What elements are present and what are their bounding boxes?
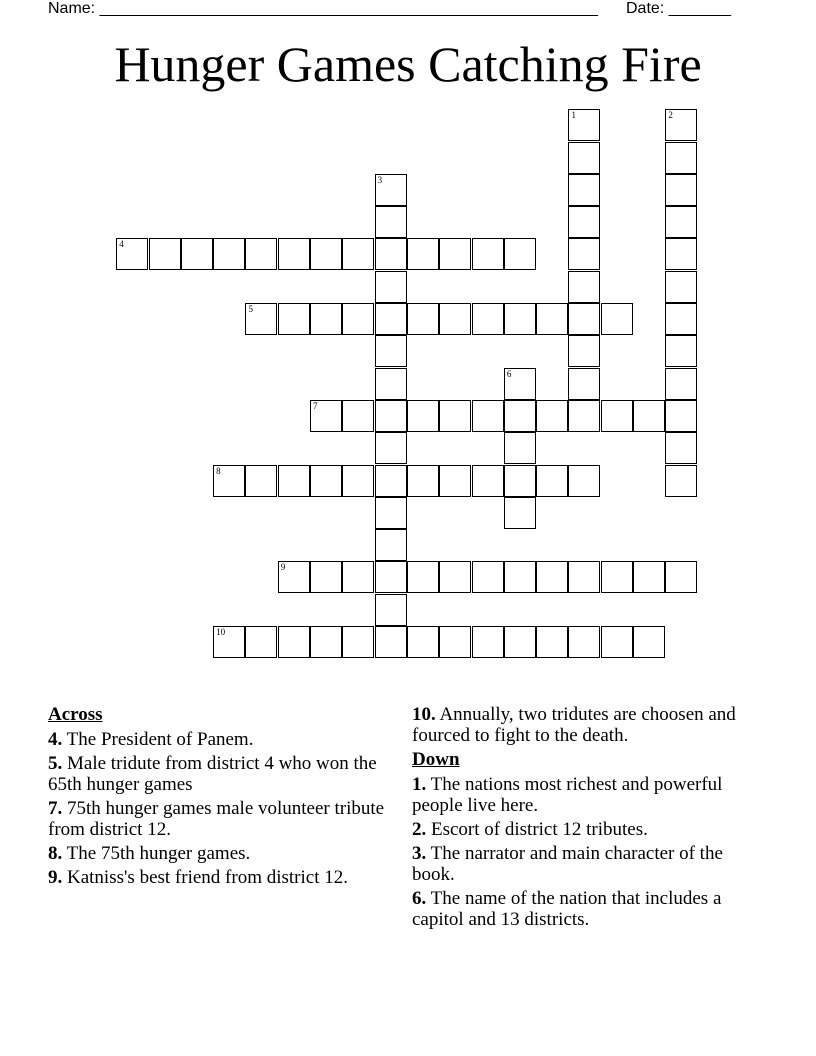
grid-cell[interactable] [504, 465, 536, 497]
grid-cell[interactable] [472, 400, 504, 432]
across-heading: Across [48, 704, 103, 725]
clue-text: Escort of district 12 tributes. [431, 819, 648, 840]
grid-cell[interactable] [472, 465, 504, 497]
clue-down-3 [412, 843, 762, 885]
grid-cell[interactable] [568, 465, 600, 497]
grid-cell[interactable] [504, 238, 536, 270]
page-title: Hunger Games Catching Fire [114, 36, 702, 92]
grid-cell[interactable] [665, 174, 697, 206]
grid-cell[interactable] [375, 561, 407, 593]
clue-number: 8. [48, 843, 63, 864]
grid-cell[interactable] [375, 368, 407, 400]
clue-number-label: 2 [668, 110, 673, 121]
grid-cell[interactable] [665, 206, 697, 238]
grid-cell[interactable] [439, 561, 471, 593]
clue-number: 9. [48, 867, 63, 888]
clue-across-8 [48, 843, 388, 864]
grid-cell[interactable] [375, 497, 407, 529]
grid-cell[interactable] [665, 465, 697, 497]
grid-cell[interactable] [665, 368, 697, 400]
grid-cell[interactable] [375, 400, 407, 432]
grid-cell[interactable] [504, 626, 536, 658]
grid-cell[interactable] [439, 238, 471, 270]
grid-cell[interactable] [342, 465, 374, 497]
grid-cell[interactable] [407, 561, 439, 593]
grid-cell[interactable] [665, 271, 697, 303]
grid-cell[interactable] [310, 400, 342, 432]
grid-cell[interactable] [536, 303, 568, 335]
grid-cell[interactable] [536, 561, 568, 593]
grid-cell[interactable] [149, 238, 181, 270]
grid-cell[interactable] [375, 174, 407, 206]
grid-cell[interactable] [342, 238, 374, 270]
date-field-label: Date: _______ [626, 0, 731, 17]
grid-cell[interactable] [601, 561, 633, 593]
grid-cell[interactable] [278, 561, 310, 593]
grid-cell[interactable] [375, 206, 407, 238]
clue-number: 5. [48, 753, 63, 774]
grid-cell[interactable] [375, 626, 407, 658]
grid-cell[interactable] [213, 626, 245, 658]
clue-text: Male tridute from district 4 who won the 65th hunger games [48, 753, 377, 795]
grid-cell[interactable] [504, 400, 536, 432]
grid-cell[interactable] [472, 238, 504, 270]
grid-cell[interactable] [439, 465, 471, 497]
grid-cell[interactable] [568, 400, 600, 432]
grid-cell[interactable] [375, 432, 407, 464]
grid-cell[interactable] [310, 561, 342, 593]
name-field-label: Name: ________________________________________________________ [48, 0, 598, 17]
grid-cell[interactable] [310, 238, 342, 270]
clues-left-column [48, 704, 388, 891]
grid-cell[interactable] [407, 626, 439, 658]
grid-cell[interactable] [665, 335, 697, 367]
grid-cell[interactable] [568, 174, 600, 206]
grid-cell[interactable] [375, 271, 407, 303]
clue-number-label: 5 [248, 304, 253, 315]
grid-cell[interactable] [375, 529, 407, 561]
grid-cell[interactable] [633, 626, 665, 658]
grid-cell[interactable] [310, 465, 342, 497]
grid-cell[interactable] [536, 400, 568, 432]
grid-cell[interactable] [504, 303, 536, 335]
grid-cell[interactable] [665, 400, 697, 432]
grid-cell[interactable] [568, 109, 600, 141]
grid-cell[interactable] [375, 238, 407, 270]
grid-cell[interactable] [633, 400, 665, 432]
grid-cell[interactable] [310, 626, 342, 658]
grid-cell[interactable] [278, 626, 310, 658]
grid-cell[interactable] [342, 400, 374, 432]
clue-across-10 [412, 704, 762, 746]
clue-number-label: 8 [216, 465, 221, 476]
clue-number: 4. [48, 729, 63, 750]
grid-cell[interactable] [472, 561, 504, 593]
grid-cell[interactable] [665, 142, 697, 174]
grid-cell[interactable] [375, 335, 407, 367]
grid-cell[interactable] [245, 626, 277, 658]
grid-cell[interactable] [536, 626, 568, 658]
grid-cell[interactable] [245, 238, 277, 270]
clue-text: Annually, two tridutes are choosen and fourced to fight to the death. [412, 704, 736, 746]
grid-cell[interactable] [568, 303, 600, 335]
clue-text: Katniss's best friend from district 12. [67, 867, 348, 888]
clue-number: 6. [412, 888, 427, 909]
clue-text: The President of Panem. [66, 729, 254, 750]
grid-cell[interactable] [407, 465, 439, 497]
grid-cell[interactable] [665, 109, 697, 141]
grid-cell[interactable] [116, 238, 148, 270]
grid-cell[interactable] [568, 335, 600, 367]
grid-cell[interactable] [407, 238, 439, 270]
grid-cell[interactable] [665, 238, 697, 270]
clue-number-label: 6 [506, 368, 512, 379]
grid-cell[interactable] [504, 561, 536, 593]
clue-text: 75th hunger games male volunteer tribute from district 12. [48, 798, 385, 840]
clue-text: The name of the nation that includes a capitol and 13 districts. [412, 888, 722, 930]
grid-cell[interactable] [568, 238, 600, 270]
grid-cell[interactable] [375, 465, 407, 497]
grid-cell[interactable] [504, 432, 536, 464]
clue-text: The 75th hunger games. [66, 843, 251, 864]
clue-number-label: 1 [571, 110, 576, 121]
clue-number-label: 3 [377, 174, 383, 185]
clue-number: 2. [412, 819, 427, 840]
grid-cell[interactable] [342, 561, 374, 593]
clue-across-9 [48, 867, 388, 888]
grid-cell[interactable] [568, 271, 600, 303]
grid-cell[interactable] [568, 626, 600, 658]
clue-number-label: 4 [119, 239, 124, 250]
grid-cell[interactable] [342, 626, 374, 658]
grid-cell[interactable] [601, 400, 633, 432]
clue-number: 7. [48, 798, 63, 819]
grid-cell[interactable] [568, 206, 600, 238]
clue-across-4 [48, 729, 388, 750]
grid-cell[interactable] [439, 626, 471, 658]
grid-cell[interactable] [375, 594, 407, 626]
grid-cell[interactable] [665, 432, 697, 464]
down-heading: Down [412, 749, 460, 770]
grid-cell[interactable] [310, 303, 342, 335]
grid-cell[interactable] [245, 303, 277, 335]
grid-cell[interactable] [245, 465, 277, 497]
grid-cell[interactable] [213, 465, 245, 497]
grid-cell[interactable] [665, 561, 697, 593]
grid-cell[interactable] [472, 303, 504, 335]
grid-cell[interactable] [472, 626, 504, 658]
grid-cell[interactable] [278, 303, 310, 335]
grid-cell[interactable] [213, 238, 245, 270]
clue-number-label: 7 [313, 400, 318, 411]
grid-cell[interactable] [504, 497, 536, 529]
clue-number-label: 10 [216, 627, 226, 638]
grid-cell[interactable] [568, 368, 600, 400]
clue-down-1 [412, 774, 762, 816]
grid-cell[interactable] [601, 626, 633, 658]
clue-across-5 [48, 753, 388, 795]
grid-cell[interactable] [375, 303, 407, 335]
clue-number: 10. [412, 704, 436, 725]
grid-cell[interactable] [568, 142, 600, 174]
grid-cell[interactable] [407, 400, 439, 432]
grid-cell[interactable] [181, 238, 213, 270]
grid-cell[interactable] [568, 561, 600, 593]
grid-cell[interactable] [665, 303, 697, 335]
clue-number: 3. [412, 843, 427, 864]
grid-cell[interactable] [504, 368, 536, 400]
grid-cell[interactable] [278, 465, 310, 497]
grid-cell[interactable] [439, 303, 471, 335]
clue-down-6 [412, 888, 762, 930]
grid-cell[interactable] [278, 238, 310, 270]
clue-number: 1. [412, 774, 427, 795]
clue-down-2 [412, 819, 762, 840]
clues-right-column [412, 704, 762, 933]
grid-cell[interactable] [633, 561, 665, 593]
grid-cell[interactable] [439, 400, 471, 432]
grid-cell[interactable] [536, 465, 568, 497]
clue-text: The nations most richest and powerful people live here. [412, 774, 723, 816]
clue-number-label: 9 [280, 562, 286, 573]
grid-cell[interactable] [601, 303, 633, 335]
clue-across-7 [48, 798, 388, 840]
grid-cell[interactable] [407, 303, 439, 335]
clue-text: The narrator and main character of the book. [412, 843, 723, 885]
grid-cell[interactable] [342, 303, 374, 335]
